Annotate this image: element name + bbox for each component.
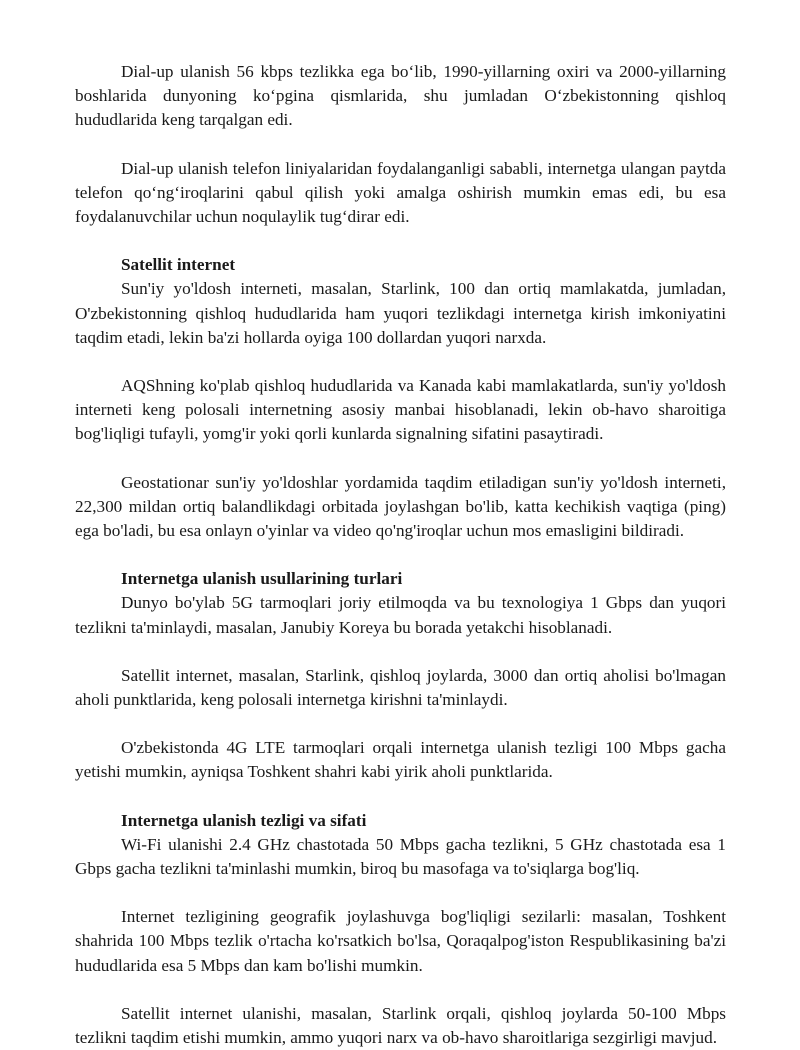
paragraph-satellite-geostationary: Geostationar sun'iy yo'ldoshlar yordamida taqdim etiladigan sun'iy yo'ldosh interneti, 22,300 mildan ortiq balandlikdagi orbitada joylashgan bo'lib, katta kechikish vaqtiga (ping) ega bo'ladi, bu esa onlayn o'yinlar va video qo'ng'iroqlar uchun mos emasligini bildiradi. xyxy=(75,472,726,541)
paragraph-5g: Dunyo bo'ylab 5G tarmoqlari joriy etilmoqda va bu texnologiya 1 Gbps dan yuqori tezlikni ta'minlaydi, masalan, Janubiy Koreya bu borada yetakchi hisoblanadi. xyxy=(75,593,726,637)
paragraph-4g-lte: O'zbekistonda 4G LTE tarmoqlari orqali internetga ulanish tezligi 100 Mbps gacha yetishi mumkin, ayniqsa Toshkent shahri kabi yirik aholi punktlarida. xyxy=(75,738,726,782)
paragraph-wifi: Wi-Fi ulanishi 2.4 GHz chastotada 50 Mbps gacha tezlikni, 5 GHz chastotada esa 1 Gbps gacha tezlikni ta'minlashi mumkin, biroq bu masofaga va to'siqlarga bog'liq. xyxy=(75,834,726,879)
paragraph-satellite-rural: Satellit internet, masalan, Starlink, qishloq joylarda, 3000 dan ortiq aholisi bo'lmagan aholi punktlarida, keng polosali internetga kirishni ta'minlaydi. xyxy=(75,665,726,710)
paragraph-dialup-speed: Dial-up ulanish 56 kbps tezlikka ega bo‘lib, 1990-yillarning oxiri va 2000-yillarning boshlarida dunyoning ko‘pgina qismlarida, shu jumladan O‘zbekistonning qishloq hududlarida keng tarqalgan edi. xyxy=(75,62,726,130)
heading-speed-quality: Internetga ulanish tezligi va sifati xyxy=(121,810,367,830)
heading-satellite-internet: Satellit internet xyxy=(121,255,236,275)
heading-connection-types: Internetga ulanish usullarining turlari xyxy=(121,569,403,589)
paragraph-satellite-speed: Satellit internet ulanishi, masalan, Starlink orqali, qishloq joylarda 50-100 Mbps tezlikni taqdim etishi mumkin, ammo yuqori narx va ob-havo sharoitlariga sezgirligi mavjud. xyxy=(75,1003,726,1048)
paragraph-satellite-usa: AQShning ko'plab qishloq hududlarida va Kanada kabi mamlakatlarda, sun'iy yo'ldosh interneti keng polosali internetning asosiy manbai hisoblanadi, lekin ob-havo sharoitiga bog'liqligi tufayli, yomg'ir yoki qorli kunlarda signalning sifatini pasaytiradi. xyxy=(75,376,726,444)
paragraph-satellite-starlink: Sun'iy yo'ldosh interneti, masalan, Starlink, 100 dan ortiq mamlakatda, jumladan, O'zbekistonning qishloq hududlarida ham yuqori tezlikdagi internetga kirish imkoniyatini taqdim etadi, lekin ba'zi hollarda oyiga 100 dollardan yuqori narxda. xyxy=(75,279,726,347)
paragraph-geography: Internet tezligining geografik joylashuvga bog'liqligi sezilarli: masalan, Toshkent shahrida 100 Mbps tezlik o'rtacha ko'rsatkich bo'lsa, Qoraqalpog'iston Respublikasining ba'zi hududlarida esa 5 Mbps dan kam bo'lishi mumkin. xyxy=(75,907,726,975)
paragraph-dialup-phone: Dial-up ulanish telefon liniyalaridan foydalanganligi sababli, internetga ulangan paytda telefon qo‘ng‘iroqlarini qabul qilish yoki amalga oshirish mumkin emas edi, bu esa foydalanuvchilar uchun noqulaylik tug‘dirar edi. xyxy=(75,158,726,227)
